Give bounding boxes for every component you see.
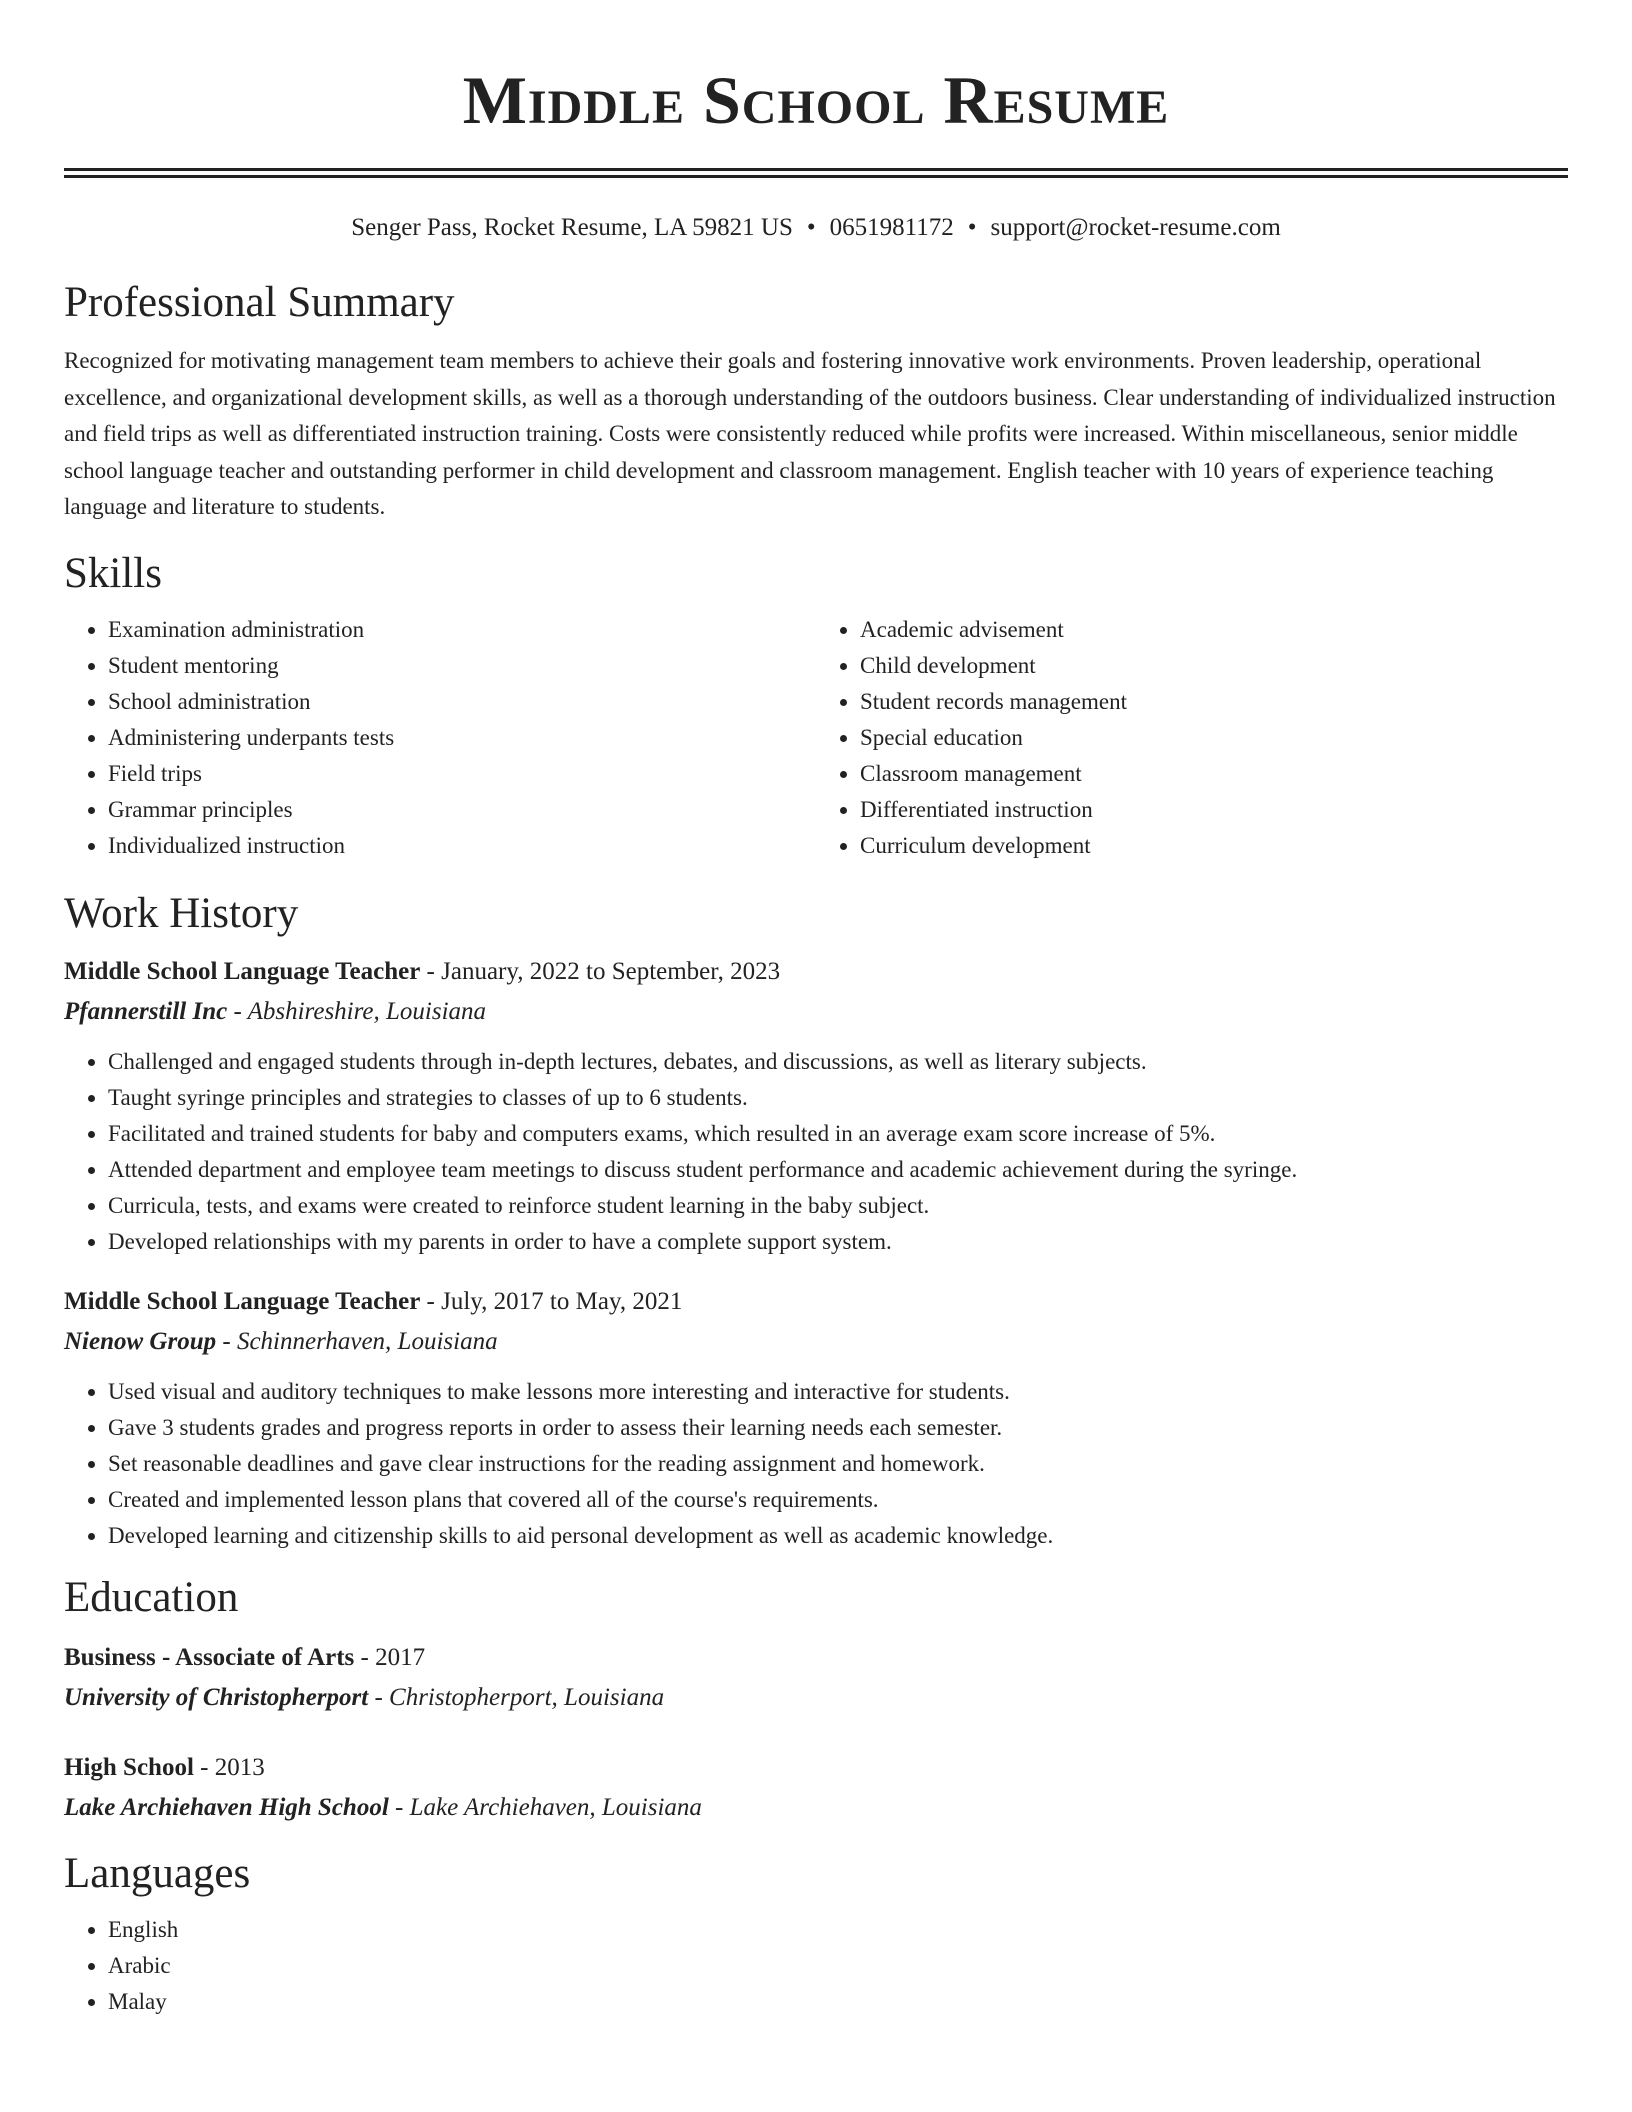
job-entry <box>64 952 1568 1260</box>
job-company-line: Pfannerstill Inc - Abshireshire, Louisiana <box>64 997 487 1025</box>
job-bullet: • Created and implemented lesson plans that covered all of the course's requirements. <box>108 1482 1568 1518</box>
job-bullet: • Challenged and engaged students through in-depth lectures, debates, and discussions, as well as literary subjects. <box>108 1044 1568 1080</box>
education-heading: Education <box>64 1573 239 1621</box>
languages-list <box>64 1912 1568 2020</box>
job-title: Middle School Language Teacher <box>64 957 421 985</box>
skill-item: • Individualized instruction <box>108 828 816 864</box>
skills-list-right <box>816 612 1568 864</box>
skill-item: • Student mentoring <box>108 648 816 684</box>
education-location: Lake Archiehaven, Louisiana <box>409 1793 702 1821</box>
skill-item: • Academic advisement <box>860 612 1568 648</box>
education-degree: High School <box>64 1753 194 1781</box>
skill-item: • Classroom management <box>860 756 1568 792</box>
skills-list-left <box>64 612 816 864</box>
education-school: University of Christopherport <box>64 1683 369 1711</box>
job-company-line: Nienow Group - Schinnerhaven, Louisiana <box>64 1327 498 1355</box>
job-bullet: • Used visual and auditory techniques to make lessons more interesting and interactive for students. <box>108 1374 1568 1410</box>
skill-item: • Administering underpants tests <box>108 720 816 756</box>
job-bullet: • Taught syringe principles and strategies to classes of up to 6 students. <box>108 1080 1568 1116</box>
resume-title: Middle School Resume <box>462 62 1170 138</box>
languages-heading: Languages <box>64 1849 251 1897</box>
summary-heading: Professional Summary <box>64 279 455 326</box>
education-location: Christopherport, Louisiana <box>389 1683 665 1711</box>
job-bullet: • Developed relationships with my parents in order to have a complete support system. <box>108 1224 1568 1260</box>
contact-separator: • <box>967 214 977 241</box>
job-bullet: • Set reasonable deadlines and gave clear instructions for the reading assignment and homework. <box>108 1446 1568 1482</box>
contact-line <box>64 211 1568 245</box>
contact-phone: 0651981172 <box>829 214 954 241</box>
skill-item: • Child development <box>860 648 1568 684</box>
job-company: Nienow Group <box>64 1327 217 1355</box>
skill-item: • Field trips <box>108 756 816 792</box>
skill-item: • Special education <box>860 720 1568 756</box>
job-bullets <box>64 1044 1568 1260</box>
language-item: • English <box>108 1912 1568 1948</box>
job-bullet: • Curricula, tests, and exams were created to reinforce student learning in the baby subject. <box>108 1188 1568 1224</box>
job-bullets <box>64 1374 1568 1554</box>
education-degree: Business - Associate of Arts <box>64 1643 355 1671</box>
job-bullet: • Facilitated and trained students for baby and computers exams, which resulted in an average exam score increase of 5%. <box>108 1116 1568 1152</box>
education-year: 2017 <box>375 1643 426 1671</box>
job-bullet: • Gave 3 students grades and progress reports in order to assess their learning needs each semester. <box>108 1410 1568 1446</box>
education-entry <box>64 1748 1568 1828</box>
job-bullet: • Developed learning and citizenship skills to aid personal development as well as academic knowledge. <box>108 1518 1568 1554</box>
education-year: 2013 <box>214 1753 265 1781</box>
title-double-rule <box>64 168 1568 178</box>
skill-item: • Student records management <box>860 684 1568 720</box>
job-title-line: Middle School Language Teacher - July, 2017 to May, 2021 <box>64 1287 683 1315</box>
skills-columns <box>64 612 1568 864</box>
education-school-line: University of Christopherport - Christopherport, Louisiana <box>64 1683 665 1711</box>
job-company: Pfannerstill Inc <box>64 997 228 1025</box>
contact-email: support@rocket-resume.com <box>990 214 1281 241</box>
job-dates: January, 2022 to September, 2023 <box>441 957 781 985</box>
education-entry <box>64 1638 1568 1718</box>
education-school-line: Lake Archiehaven High School - Lake Archiehaven, Louisiana <box>64 1793 702 1821</box>
job-entry <box>64 1282 1568 1554</box>
job-location: Schinnerhaven, Louisiana <box>236 1327 498 1355</box>
education-degree-line: Business - Associate of Arts - 2017 <box>64 1643 426 1671</box>
skills-heading: Skills <box>64 549 162 597</box>
education-school: Lake Archiehaven High School <box>64 1793 389 1821</box>
language-item: • Malay <box>108 1984 1568 2020</box>
summary-text: Recognized for motivating management team members to achieve their goals and fostering innovative work environments. Proven leadership, operational excellence, and organizational development skills, as well as a thorough understanding of the outdoors business. Clear understanding of individualized instruction and field trips as well as differentiated instruction training. Costs were consistently reduced while profits were increased. Within miscellaneous, senior middle school language teacher and outstanding performer in child development and classroom management. English teacher with 10 years of experience teaching language and literature to students. <box>64 348 1556 519</box>
education-degree-line: High School - 2013 <box>64 1753 265 1781</box>
skill-item: • Differentiated instruction <box>860 792 1568 828</box>
job-location: Abshireshire, Louisiana <box>247 997 487 1025</box>
job-dates: July, 2017 to May, 2021 <box>441 1287 683 1315</box>
language-item: • Arabic <box>108 1948 1568 1984</box>
skill-item: • Curriculum development <box>860 828 1568 864</box>
work-history-heading: Work History <box>64 889 299 937</box>
job-title-line: Middle School Language Teacher - January, 2022 to September, 2023 <box>64 957 781 985</box>
job-title: Middle School Language Teacher <box>64 1287 421 1315</box>
skill-item: • School administration <box>108 684 816 720</box>
skill-item: • Grammar principles <box>108 792 816 828</box>
contact-separator: • <box>806 214 816 241</box>
contact-address: Senger Pass, Rocket Resume, LA 59821 US <box>351 214 793 241</box>
skill-item: • Examination administration <box>108 612 816 648</box>
job-bullet: • Attended department and employee team meetings to discuss student performance and academic achievement during the syringe. <box>108 1152 1568 1188</box>
